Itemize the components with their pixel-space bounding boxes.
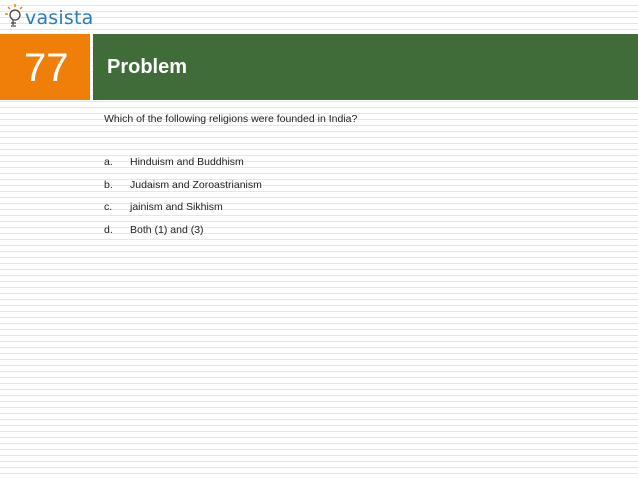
option-text: jainism and Sikhism [130, 201, 223, 213]
slide-number-box [0, 34, 92, 100]
slide-number: 77 [24, 46, 69, 90]
slide-title: Problem [107, 56, 188, 78]
option-text: Both (1) and (3) [130, 223, 204, 236]
option-letter: c. [104, 201, 113, 213]
option-text: Hinduism and Buddhism [130, 156, 244, 168]
option-letter: d. [104, 223, 113, 236]
question-text: Which of the following religions were founded in India? [104, 113, 358, 125]
logo [4, 2, 94, 30]
title-bar [93, 34, 638, 100]
option-text: Judaism and Zoroastrianism [130, 178, 262, 191]
option-letter: b. [104, 178, 113, 191]
option-letter: a. [104, 156, 113, 168]
logo-text: vasista [25, 7, 94, 29]
